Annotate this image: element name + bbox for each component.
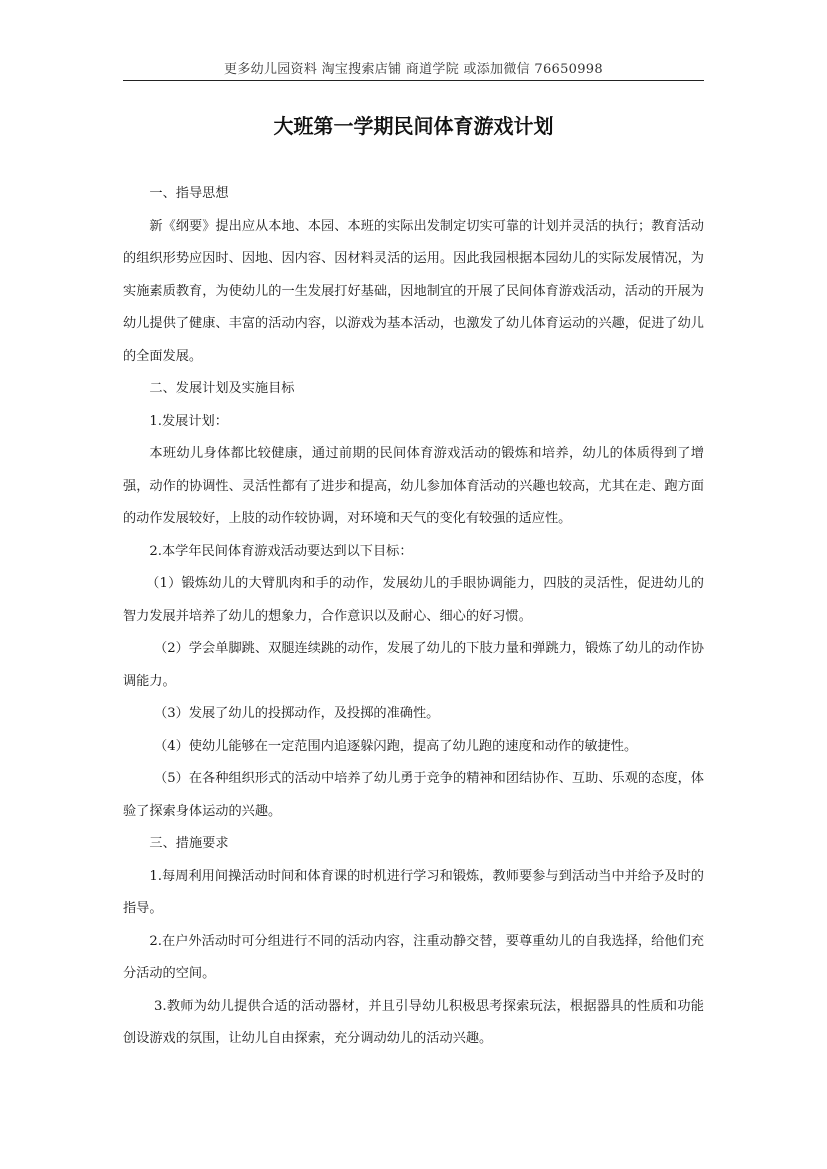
- document-title: 大班第一学期民间体育游戏计划: [273, 114, 554, 138]
- page-header-text: 更多幼儿园资料 淘宝搜索店铺 商道学院 或添加微信 76650998: [224, 62, 603, 77]
- section-heading-guiding-ideology: 一、指导思想: [149, 186, 229, 201]
- paragraph-class-situation: 本班幼儿身体都比较健康，通过前期的民间体育游戏活动的锻炼和培养，幼儿的体质得到了增强，动作的协调性、灵活性都有了进步和提高，幼儿参加体育活动的兴趣也较高，尤其在走、跑方面的动作发展较好，上肢的动作较协调，对环境和天气的变化有较强的适应性。: [123, 446, 704, 526]
- subheading-goals: 2.本学年民间体育游戏活动要达到以下目标：: [149, 543, 413, 559]
- section-heading-development-plan: 二、发展计划及实施目标: [149, 381, 295, 396]
- goal-item-4: （4）使幼儿能够在一定范围内追逐躲闪跑，提高了幼儿跑的速度和动作的敏捷性。: [154, 738, 638, 754]
- paragraph-guiding-ideology: 新《纲要》提出应从本地、本园、本班的实际出发制定切实可靠的计划并灵活的执行；教育活动的组织形势应因时、因地、因内容、因材料灵活的运用。因此我园根据本园幼儿的实际发展情况，为实施素质教育，为使幼儿的一生发展打好基础，因地制宜的开展了民间体育游戏活动，活动的开展为幼儿提供了健康、丰富的活动内容，以游戏为基本活动，也激发了幼儿体育运动的兴趣，促进了幼儿的全面发展。: [123, 218, 704, 364]
- measure-item-3: 3.教师为幼儿提供合适的活动器材，并且引导幼儿积极思考探索玩法，根据器具的性质和功能创设游戏的氛围，让幼儿自由探索，充分调动幼儿的活动兴趣。: [123, 998, 704, 1046]
- measure-item-2: 2.在户外活动时可分组进行不同的活动内容，注重动静交替，要尊重幼儿的自我选择，给他们充分活动的空间。: [123, 933, 704, 981]
- subheading-development-plan: 1.发展计划：: [149, 413, 228, 429]
- goal-item-1: （1）锻炼幼儿的大臂肌肉和手的动作，发展幼儿的手眼协调能力，四肢的灵活性，促进幼儿的智力发展并培养了幼儿的想象力，合作意识以及耐心、细心的好习惯。: [123, 576, 704, 624]
- measure-item-1: 1.每周利用间操活动时间和体育课的时机进行学习和锻炼，教师要参与到活动当中并给予及时的指导。: [123, 868, 704, 916]
- goal-item-2: （2）学会单脚跳、双腿连续跳的动作，发展了幼儿的下肢力量和弹跳力，锻炼了幼儿的动作协调能力。: [123, 641, 704, 689]
- document-body: [123, 178, 704, 1056]
- goal-item-5: （5）在各种组织形式的活动中培养了幼儿勇于竞争的精神和团结协作、互助、乐观的态度，体验了探索身体运动的兴趣。: [123, 771, 704, 819]
- header-divider: [123, 80, 704, 81]
- section-heading-measures: 三、措施要求: [149, 836, 229, 851]
- goal-item-3: （3）发展了幼儿的投掷动作，及投掷的准确性。: [154, 706, 440, 721]
